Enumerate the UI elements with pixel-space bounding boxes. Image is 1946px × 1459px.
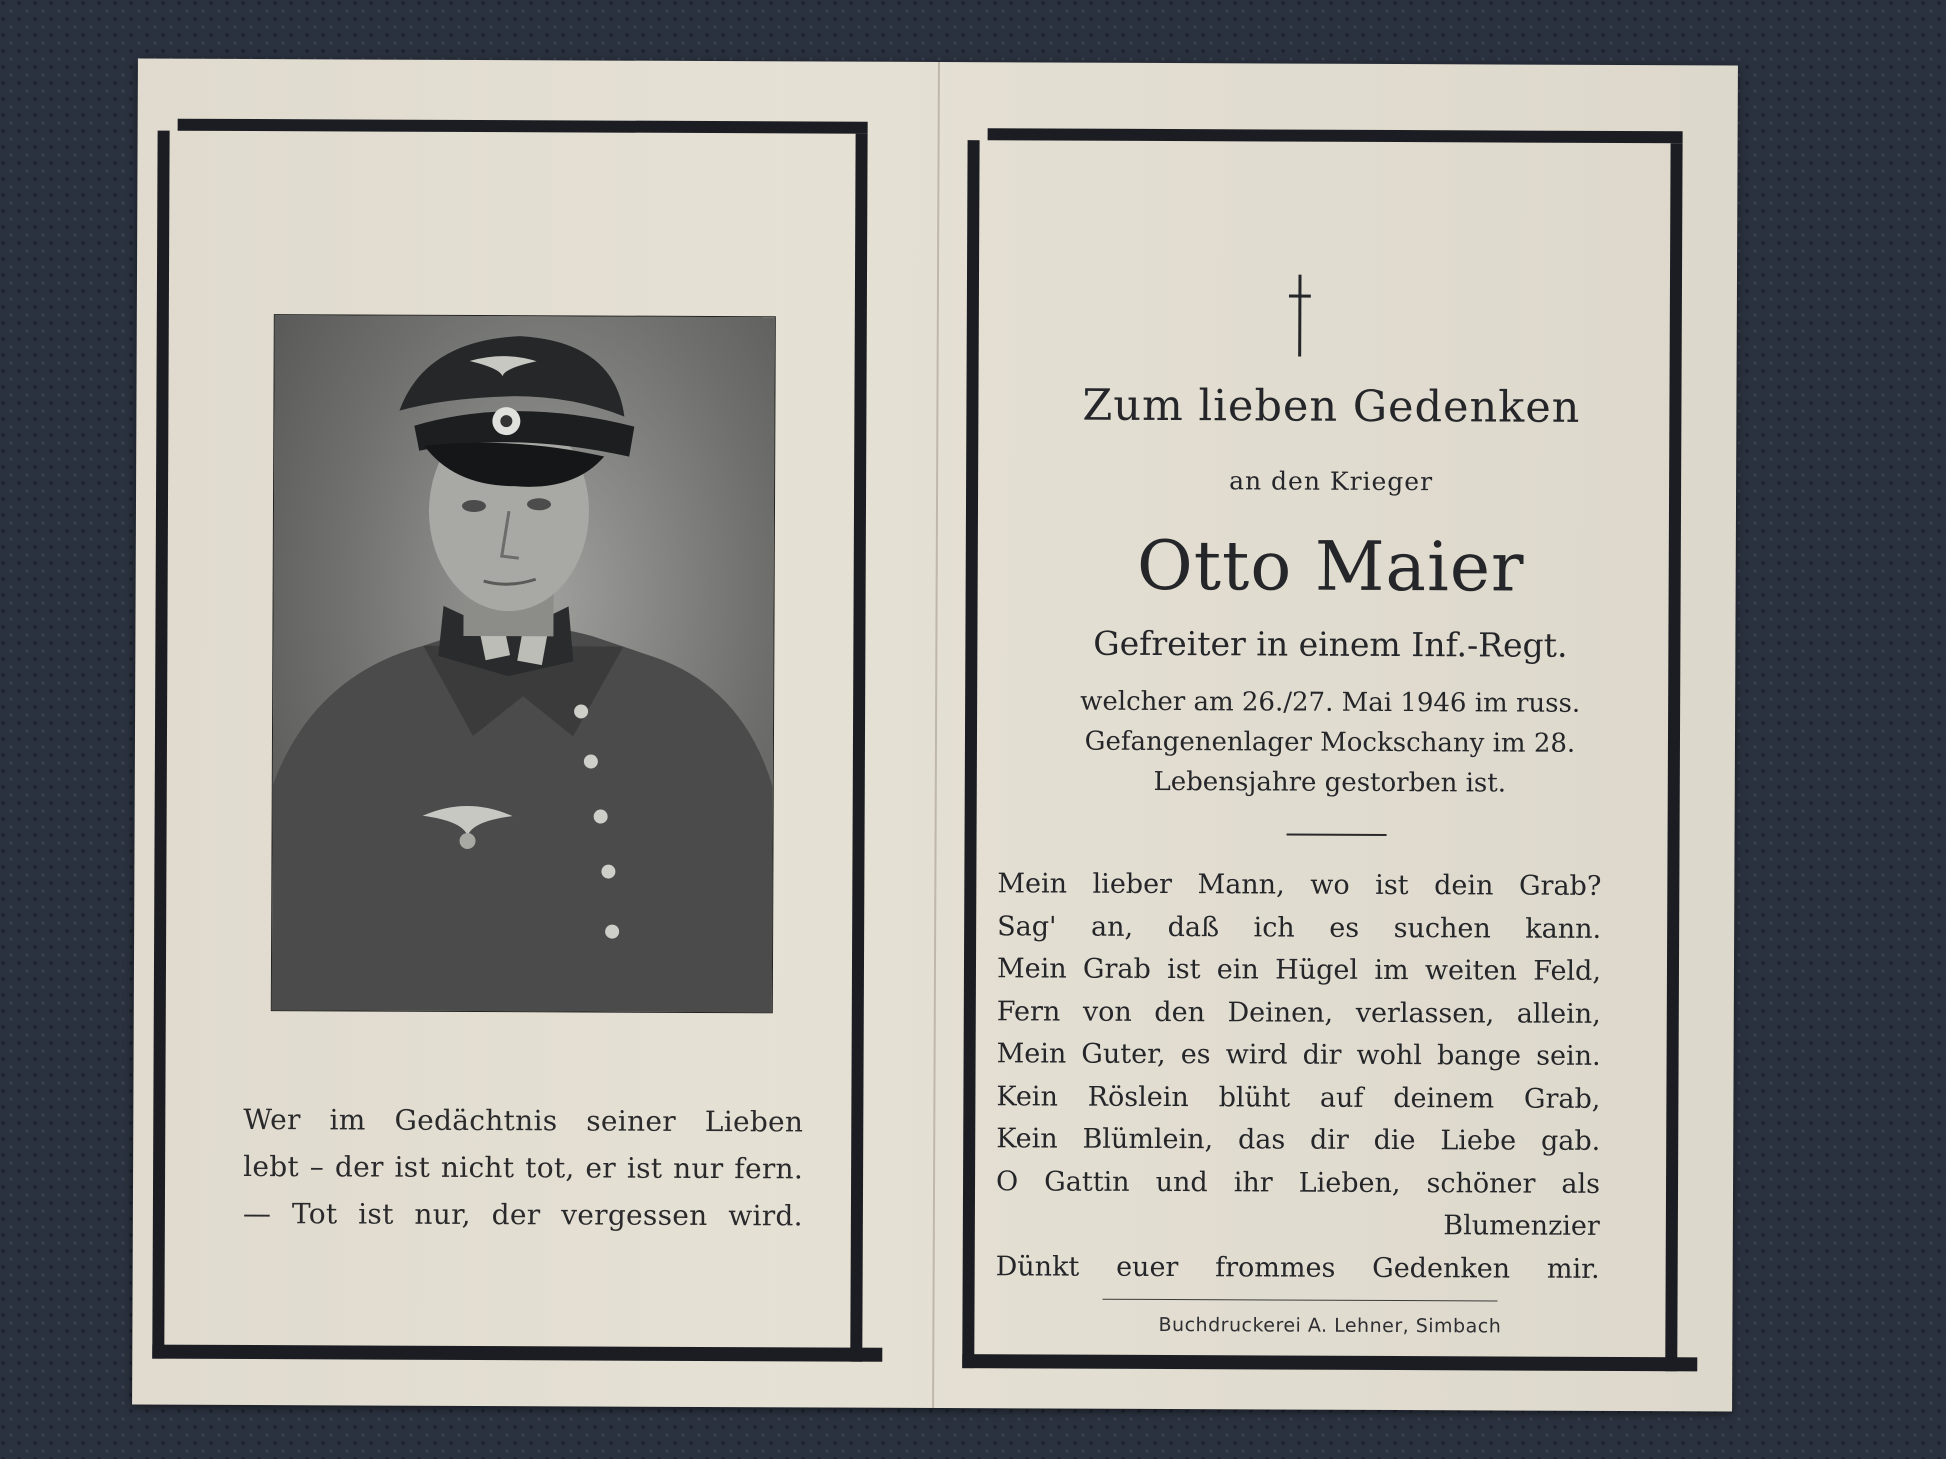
- border-bottom: [152, 1345, 882, 1362]
- quote-line: Wer im Gedächtnis seiner Lieben: [243, 1102, 804, 1139]
- deceased-rank: Gefreiter in einem Inf.-Regt.: [1093, 623, 1568, 665]
- poem-line: Mein Grab ist ein Hügel im weiten Feld,: [996, 953, 1602, 987]
- border-bottom: [962, 1354, 1697, 1371]
- deceased-name: Otto Maier: [1136, 526, 1525, 608]
- divider: [1287, 834, 1387, 836]
- memorial-subtitle: an den Krieger: [1229, 466, 1434, 497]
- poem-line: Kein Blümlein, das dir die Liebe gab.: [996, 1123, 1601, 1157]
- description-line: Gefangenenlager Mockschany im 28.: [1084, 726, 1576, 759]
- border-right: [850, 134, 867, 1362]
- poem-line: Fern von den Deinen, verlassen, allein,: [996, 995, 1601, 1030]
- description-line: Lebensjahre gestorben ist.: [1153, 766, 1507, 799]
- poem-line: Blumenzier: [1443, 1210, 1600, 1242]
- memorial-card: [132, 59, 1738, 1412]
- card-fold: [932, 62, 940, 1408]
- border-left: [962, 140, 979, 1368]
- poem-line: Sag' an, daß ich es suchen kann.: [997, 910, 1602, 945]
- poem-line: Mein lieber Mann, wo ist dein Grab?: [997, 868, 1602, 902]
- border-top: [988, 128, 1683, 143]
- left-panel: [152, 119, 887, 1362]
- memorial-poem: [996, 863, 1602, 1291]
- printer-rule: [1103, 1299, 1498, 1302]
- cross-icon: [1289, 275, 1311, 361]
- poem-line: Mein Guter, es wird dir wohl bange sein.: [996, 1038, 1601, 1072]
- poem-line: Dünkt euer frommes Gedenken mir.: [995, 1250, 1600, 1285]
- border-top: [178, 119, 868, 134]
- poem-line: O Gattin und ihr Lieben, schöner als: [995, 1165, 1601, 1200]
- memorial-quote: [243, 1096, 804, 1239]
- quote-line: lebt – der ist nicht tot, er ist nur fern.: [243, 1149, 804, 1186]
- portrait-photo: [271, 314, 776, 1013]
- memorial-title: Zum lieben Gedenken: [1082, 380, 1581, 433]
- poem-line: Kein Röslein blüht auf deinem Grab,: [996, 1080, 1601, 1115]
- death-description: [990, 681, 1671, 804]
- quote-line: — Tot ist nur, der vergessen wird.: [242, 1196, 803, 1233]
- border-left: [152, 131, 169, 1359]
- printer-credit: Buchdruckerei A. Lehner, Simbach: [1158, 1313, 1502, 1338]
- description-line: welcher am 26./27. Mai 1946 im russ.: [1080, 686, 1581, 719]
- right-panel: [962, 128, 1702, 1371]
